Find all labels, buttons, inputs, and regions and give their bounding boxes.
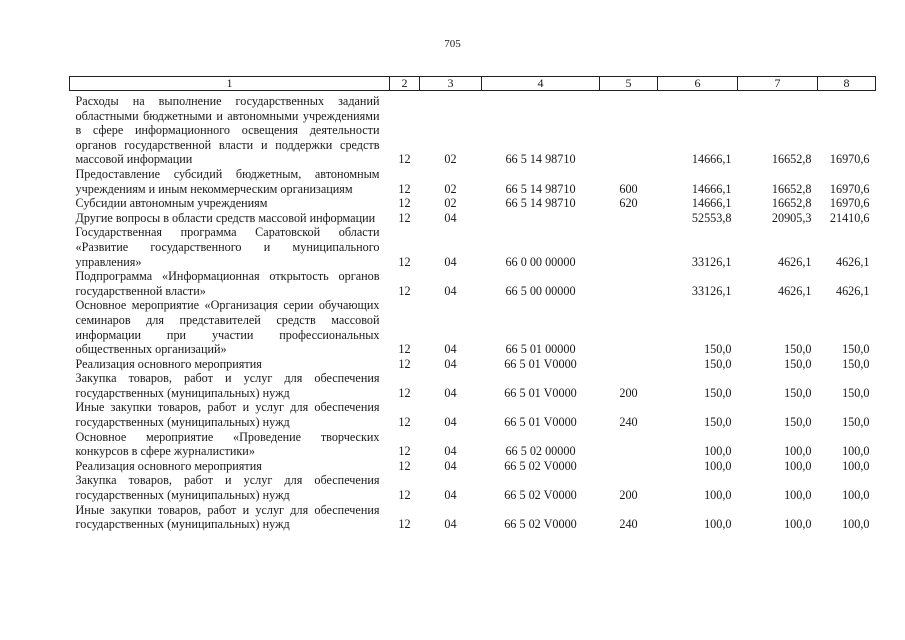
- row-expense-type: [600, 430, 658, 459]
- row-name: Иные закупки товаров, работ и услуг для обеспечения государственных (муниципальных) нужд: [75, 502, 380, 532]
- row-expense-type: 240: [619, 415, 638, 430]
- row-target-code: 66 5 01 00000: [505, 342, 576, 357]
- table-header: [70, 77, 876, 91]
- row-amount-col6: 52553,8: [691, 210, 732, 225]
- row-amount-col7: 20905,3: [771, 210, 812, 225]
- row-amount-col7: 150,0: [784, 385, 812, 400]
- row-subsection: 04: [444, 283, 457, 298]
- row-amount-col7: 16652,8: [771, 196, 812, 211]
- row-section: 12: [398, 444, 411, 459]
- row-target-code: 66 5 02 V0000: [504, 517, 577, 532]
- row-section: 12: [398, 488, 411, 503]
- row-amount-col7: 4626,1: [777, 283, 812, 298]
- row-name: Государственная программа Саратовской области «Развитие государственного и муниципального управления»: [75, 225, 380, 269]
- row-amount-col6: 100,0: [704, 458, 732, 473]
- row-target-code: 66 5 14 98710: [505, 181, 576, 196]
- table-body: [70, 91, 876, 532]
- row-target-code: [482, 211, 600, 226]
- row-amount-col6: 14666,1: [691, 152, 732, 167]
- row-section: 12: [398, 356, 411, 371]
- row-amount-col7: 100,0: [784, 488, 812, 503]
- row-section: 12: [398, 517, 411, 532]
- row-target-code: 66 5 01 V0000: [504, 356, 577, 371]
- row-name: Субсидии автономным учреждениям: [75, 196, 268, 211]
- row-subsection: 04: [444, 254, 457, 269]
- table-row: [70, 91, 876, 167]
- header-col-7: 7: [738, 77, 818, 91]
- row-amount-col6: 100,0: [704, 517, 732, 532]
- row-section: 12: [398, 254, 411, 269]
- row-target-code: 66 5 14 98710: [505, 152, 576, 167]
- row-amount-col8: 16970,6: [829, 181, 870, 196]
- row-subsection: 04: [444, 458, 457, 473]
- row-amount-col8: 100,0: [842, 488, 870, 503]
- row-section: 12: [398, 385, 411, 400]
- row-target-code: 66 5 02 V0000: [504, 458, 577, 473]
- row-amount-col8: 150,0: [842, 385, 870, 400]
- row-target-code: 66 5 02 V0000: [504, 488, 577, 503]
- table-row: [70, 298, 876, 356]
- row-expense-type: 600: [619, 181, 638, 196]
- table-row: [70, 503, 876, 532]
- row-amount-col6: 33126,1: [691, 254, 732, 269]
- row-amount-col6: 33126,1: [691, 283, 732, 298]
- row-amount-col7: 150,0: [784, 356, 812, 371]
- row-section: 12: [398, 342, 411, 357]
- row-expense-type: 200: [619, 488, 638, 503]
- row-amount-col8: 4626,1: [835, 283, 870, 298]
- row-section: 12: [398, 196, 411, 211]
- row-amount-col8: 150,0: [842, 356, 870, 371]
- row-amount-col7: 16652,8: [771, 181, 812, 196]
- row-subsection: 04: [444, 444, 457, 459]
- row-name: Расходы на выполнение государственных заданий областными бюджетными и автономными учреждениями в сфере информационного освещения деятельности органов государственной власти и поддержки средств массовой информации: [75, 94, 380, 167]
- row-expense-type: 240: [619, 517, 638, 532]
- row-subsection: 04: [444, 415, 457, 430]
- row-amount-col8: 100,0: [842, 458, 870, 473]
- row-subsection: 04: [444, 488, 457, 503]
- row-amount-col6: 150,0: [704, 356, 732, 371]
- row-amount-col8: 150,0: [842, 342, 870, 357]
- row-subsection: 02: [444, 152, 457, 167]
- row-subsection: 02: [444, 196, 457, 211]
- row-section: 12: [398, 458, 411, 473]
- row-section: 12: [398, 210, 411, 225]
- row-amount-col7: 4626,1: [777, 254, 812, 269]
- row-expense-type: 200: [619, 385, 638, 400]
- row-subsection: 04: [444, 342, 457, 357]
- row-amount-col6: 14666,1: [691, 196, 732, 211]
- row-section: 12: [398, 181, 411, 196]
- page-number: 705: [444, 38, 461, 50]
- row-amount-col8: 16970,6: [829, 196, 870, 211]
- row-amount-col8: 21410,6: [829, 210, 870, 225]
- header-col-1: 1: [70, 77, 390, 91]
- row-amount-col8: 100,0: [842, 517, 870, 532]
- header-col-8: 8: [818, 77, 876, 91]
- row-name: Реализация основного мероприятия: [75, 458, 262, 473]
- row-amount-col7: 150,0: [784, 415, 812, 430]
- header-row: [70, 77, 876, 91]
- row-amount-col6: 100,0: [704, 488, 732, 503]
- table-row: [70, 430, 876, 459]
- row-amount-col7: 100,0: [784, 517, 812, 532]
- table-row: [70, 400, 876, 429]
- row-subsection: 02: [444, 181, 457, 196]
- table-row: [70, 357, 876, 372]
- row-target-code: 66 5 00 00000: [505, 283, 576, 298]
- row-amount-col6: 150,0: [704, 342, 732, 357]
- row-expense-type: [600, 459, 658, 474]
- row-name: Основное мероприятие «Организация серии обучающих семинаров для представителей средств массовой информации при участии профессиональных общественных организаций»: [75, 298, 380, 357]
- budget-table: [69, 76, 876, 532]
- header-col-3: 3: [420, 77, 482, 91]
- table-row: [70, 473, 876, 502]
- row-amount-col6: 150,0: [704, 415, 732, 430]
- row-amount-col6: 100,0: [704, 444, 732, 459]
- row-subsection: 04: [444, 517, 457, 532]
- table-row: [70, 225, 876, 269]
- header-col-5: 5: [600, 77, 658, 91]
- header-col-4: 4: [482, 77, 600, 91]
- row-expense-type: [600, 357, 658, 372]
- row-subsection: 04: [444, 356, 457, 371]
- row-expense-type: [600, 269, 658, 298]
- table-row: [70, 269, 876, 298]
- row-amount-col7: 100,0: [784, 444, 812, 459]
- row-amount-col6: 150,0: [704, 385, 732, 400]
- row-subsection: 04: [444, 210, 457, 225]
- row-amount-col8: 16970,6: [829, 152, 870, 167]
- row-target-code: 66 5 01 V0000: [504, 385, 577, 400]
- row-amount-col8: 4626,1: [835, 254, 870, 269]
- row-name: Реализация основного мероприятия: [75, 356, 262, 371]
- row-amount-col6: 14666,1: [691, 181, 732, 196]
- table-row: [70, 196, 876, 211]
- header-col-2: 2: [390, 77, 420, 91]
- row-expense-type: [600, 298, 658, 356]
- row-name: Иные закупки товаров, работ и услуг для обеспечения государственных (муниципальных) нужд: [75, 400, 380, 430]
- row-name: Предоставление субсидий бюджетным, автономным учреждениям и иным некоммерческим организациям: [75, 166, 380, 196]
- row-expense-type: 620: [619, 196, 638, 211]
- row-expense-type: [600, 211, 658, 226]
- row-subsection: 04: [444, 385, 457, 400]
- table-row: [70, 371, 876, 400]
- row-target-code: 66 0 00 00000: [505, 254, 576, 269]
- row-section: 12: [398, 283, 411, 298]
- row-name: Основное мероприятие «Проведение творческих конкурсов в сфере журналистики»: [75, 429, 380, 459]
- row-target-code: 66 5 02 00000: [505, 444, 576, 459]
- table-row: [70, 167, 876, 196]
- row-section: 12: [398, 152, 411, 167]
- table-row: [70, 459, 876, 474]
- row-amount-col8: 150,0: [842, 415, 870, 430]
- row-target-code: 66 5 01 V0000: [504, 415, 577, 430]
- row-amount-col7: 16652,8: [771, 152, 812, 167]
- row-amount-col7: 100,0: [784, 458, 812, 473]
- row-amount-col7: 150,0: [784, 342, 812, 357]
- row-name: Закупка товаров, работ и услуг для обеспечения государственных (муниципальных) нужд: [75, 473, 380, 503]
- header-col-6: 6: [658, 77, 738, 91]
- row-name: Другие вопросы в области средств массовой информации: [75, 210, 376, 225]
- table-row: [70, 211, 876, 226]
- row-name: Закупка товаров, работ и услуг для обеспечения государственных (муниципальных) нужд: [75, 371, 380, 400]
- row-name: Подпрограмма «Информационная открытость органов государственной власти»: [75, 269, 380, 298]
- row-expense-type: [600, 91, 658, 167]
- row-expense-type: [600, 225, 658, 269]
- row-section: 12: [398, 415, 411, 430]
- row-amount-col8: 100,0: [842, 444, 870, 459]
- row-target-code: 66 5 14 98710: [505, 196, 576, 211]
